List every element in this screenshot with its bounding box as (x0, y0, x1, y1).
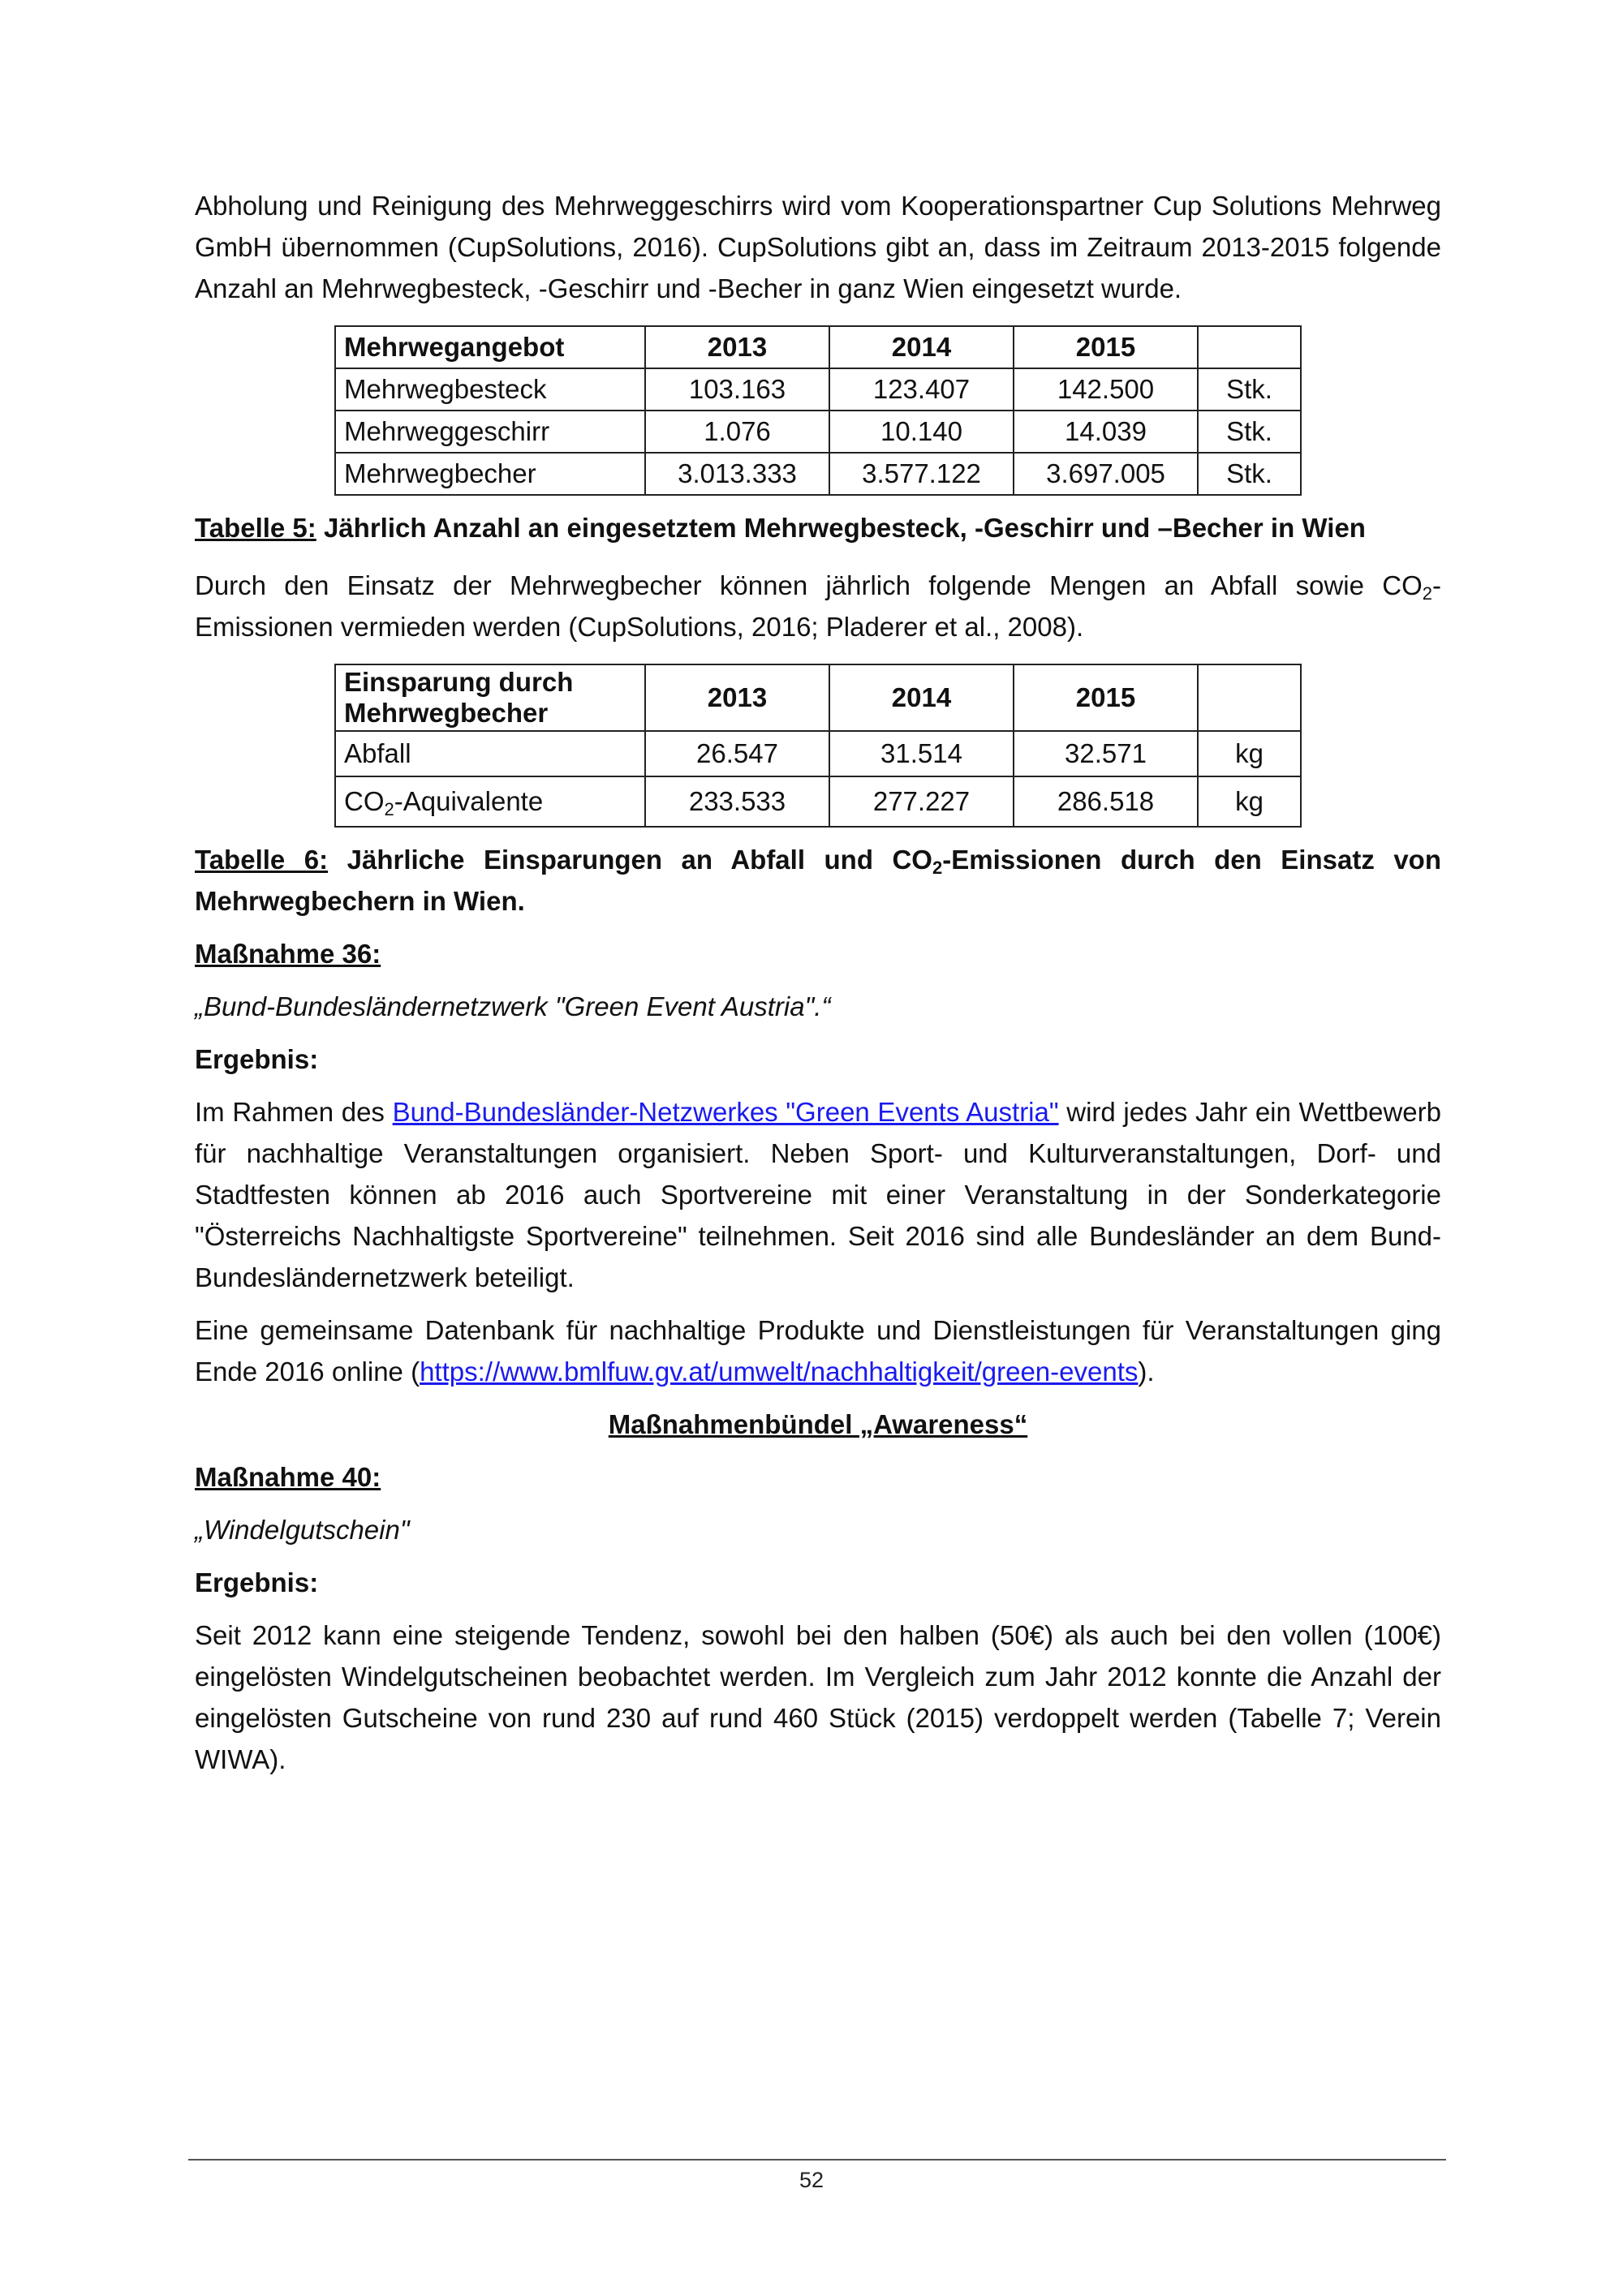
table-cell: Mehrwegbecher (335, 453, 645, 495)
caption-label: Tabelle 5: (195, 513, 316, 543)
co2-paragraph (195, 565, 1441, 647)
table-cell: 286.518 (1014, 776, 1198, 827)
table-cell: Abfall (335, 731, 645, 776)
caption-label: Tabelle 6: (195, 845, 329, 875)
table-row (335, 453, 1301, 495)
measure-36-paragraph-2 (195, 1309, 1441, 1392)
table-5 (334, 325, 1302, 496)
table-cell: 14.039 (1014, 411, 1198, 453)
table-header-cell: 2013 (645, 664, 829, 731)
table-cell: 142.500 (1014, 368, 1198, 411)
text-run: Im Rahmen des (195, 1097, 393, 1127)
footer-divider (188, 2159, 1446, 2161)
table-cell: Stk. (1198, 368, 1301, 411)
measure-bundle-heading: Maßnahmenbündel „Awareness“ (608, 1409, 1028, 1439)
intro-paragraph: Abholung und Reinigung des Mehrweggeschirrs wird vom Kooperationspartner Cup Solutions Mehrweg GmbH übernommen (CupSolutions, 2016). CupSolutions gibt an, dass im Zeitraum 2013-2015 folgende Anzahl an Mehrwegbesteck, -Geschirr und -Becher in ganz Wien eingesetzt wurde. (195, 191, 1441, 303)
table-cell: 3.697.005 (1014, 453, 1198, 495)
table-header-cell: Einsparung durch Mehrwegbecher (335, 664, 645, 731)
table-row (335, 368, 1301, 411)
measure-40-title: „Windelgutschein" (195, 1515, 410, 1545)
measure-36-title: „Bund-Bundesländernetzwerk "Green Event Austria".“ (195, 991, 831, 1021)
subscript: 2 (932, 858, 943, 878)
table-cell: kg (1198, 776, 1301, 827)
page-number: 52 (799, 2168, 824, 2192)
table-row (335, 731, 1301, 776)
table-cell: Mehrweggeschirr (335, 411, 645, 453)
table-cell: 10.140 (829, 411, 1014, 453)
table-header-cell (1198, 664, 1301, 731)
text-run: -Aquivalente (394, 786, 544, 816)
subscript: 2 (384, 799, 394, 819)
table-cell: 233.533 (645, 776, 829, 827)
subscript: 2 (1422, 583, 1432, 604)
measure-40-paragraph: Seit 2012 kann eine steigende Tendenz, sowohl bei den halben (50€) als auch bei den vollen (100€) eingelösten Windelgutscheinen beobachtet werden. Im Vergleich zum Jahr 2012 konnte die Anzahl der eingelösten Gutscheine von rund 230 auf rund 460 Stück (2015) verdoppelt werden (Tabelle 7; Verein WIWA). (195, 1620, 1441, 1774)
table-header-row (335, 326, 1301, 368)
text-run: Jährliche Einsparungen an Abfall und CO (328, 845, 932, 875)
caption-text: Jährlich Anzahl an eingesetztem Mehrwegbesteck, -Geschirr und –Becher in Wien (316, 513, 1366, 543)
table-header-cell: 2014 (829, 326, 1014, 368)
measure-40-heading: Maßnahme 40: (195, 1462, 381, 1492)
table-cell: Stk. (1198, 453, 1301, 495)
table-cell: 103.163 (645, 368, 829, 411)
table-cell (335, 776, 645, 827)
table-header-cell (1198, 326, 1301, 368)
text-run: CO (344, 786, 385, 816)
table-cell: 32.571 (1014, 731, 1198, 776)
table-cell: 31.514 (829, 731, 1014, 776)
text-run: wird jedes Jahr ein Wettbewerb für nachhaltige Veranstaltungen organisiert. Neben Sport- und Kulturveranstaltungen, Dorf- und Stadtfesten können ab 2016 auch Sportvereine mit einer Veranstaltung in der Sonderkategorie "Österreichs Nachhaltigste Sportvereine" teilnehmen. Seit 2016 sind alle Bundesländer an dem Bund-Bundesländernetzwerk beteiligt. (195, 1097, 1441, 1292)
table-row (335, 776, 1301, 827)
measure-36-result-heading: Ergebnis: (195, 1044, 319, 1074)
measure-36-heading: Maßnahme 36: (195, 939, 381, 969)
table-6 (334, 664, 1302, 828)
text-run: -Emissionen durch den Einsatz von Mehrwegbechern in Wien. (195, 845, 1441, 916)
table-cell: 277.227 (829, 776, 1014, 827)
measure-40-result-heading: Ergebnis: (195, 1567, 319, 1597)
table-header-cell: Mehrwegangebot (335, 326, 645, 368)
table-5-caption (195, 507, 1441, 548)
table-header-row (335, 664, 1301, 731)
green-events-url-link[interactable]: https://www.bmlfuw.gv.at/umwelt/nachhaltigkeit/green-events (420, 1357, 1139, 1387)
table-cell: 1.076 (645, 411, 829, 453)
text-run: Eine gemeinsame Datenbank für nachhaltige Produkte und Dienstleistungen für Veranstaltungen ging Ende 2016 online ( (195, 1315, 1441, 1387)
table-cell: 123.407 (829, 368, 1014, 411)
table-cell: 26.547 (645, 731, 829, 776)
table-header-cell: 2015 (1014, 326, 1198, 368)
table-cell: 3.013.333 (645, 453, 829, 495)
green-events-network-link[interactable]: Bund-Bundesländer-Netzwerkes "Green Events Austria" (392, 1097, 1059, 1127)
table-6-caption (195, 839, 1441, 922)
table-header-cell: 2015 (1014, 664, 1198, 731)
text-run: Durch den Einsatz der Mehrwegbecher können jährlich folgende Mengen an Abfall sowie CO (195, 570, 1423, 600)
table-cell: Stk. (1198, 411, 1301, 453)
text-run: -Emissionen vermieden werden (CupSolutions, 2016; Pladerer et al., 2008). (195, 570, 1441, 642)
table-cell: 3.577.122 (829, 453, 1014, 495)
page-body (195, 185, 1441, 1780)
table-cell: kg (1198, 731, 1301, 776)
text-run: ). (1138, 1357, 1155, 1387)
table-header-cell: 2013 (645, 326, 829, 368)
measure-36-paragraph-1 (195, 1091, 1441, 1298)
table-header-cell: 2014 (829, 664, 1014, 731)
table-row (335, 411, 1301, 453)
table-cell: Mehrwegbesteck (335, 368, 645, 411)
